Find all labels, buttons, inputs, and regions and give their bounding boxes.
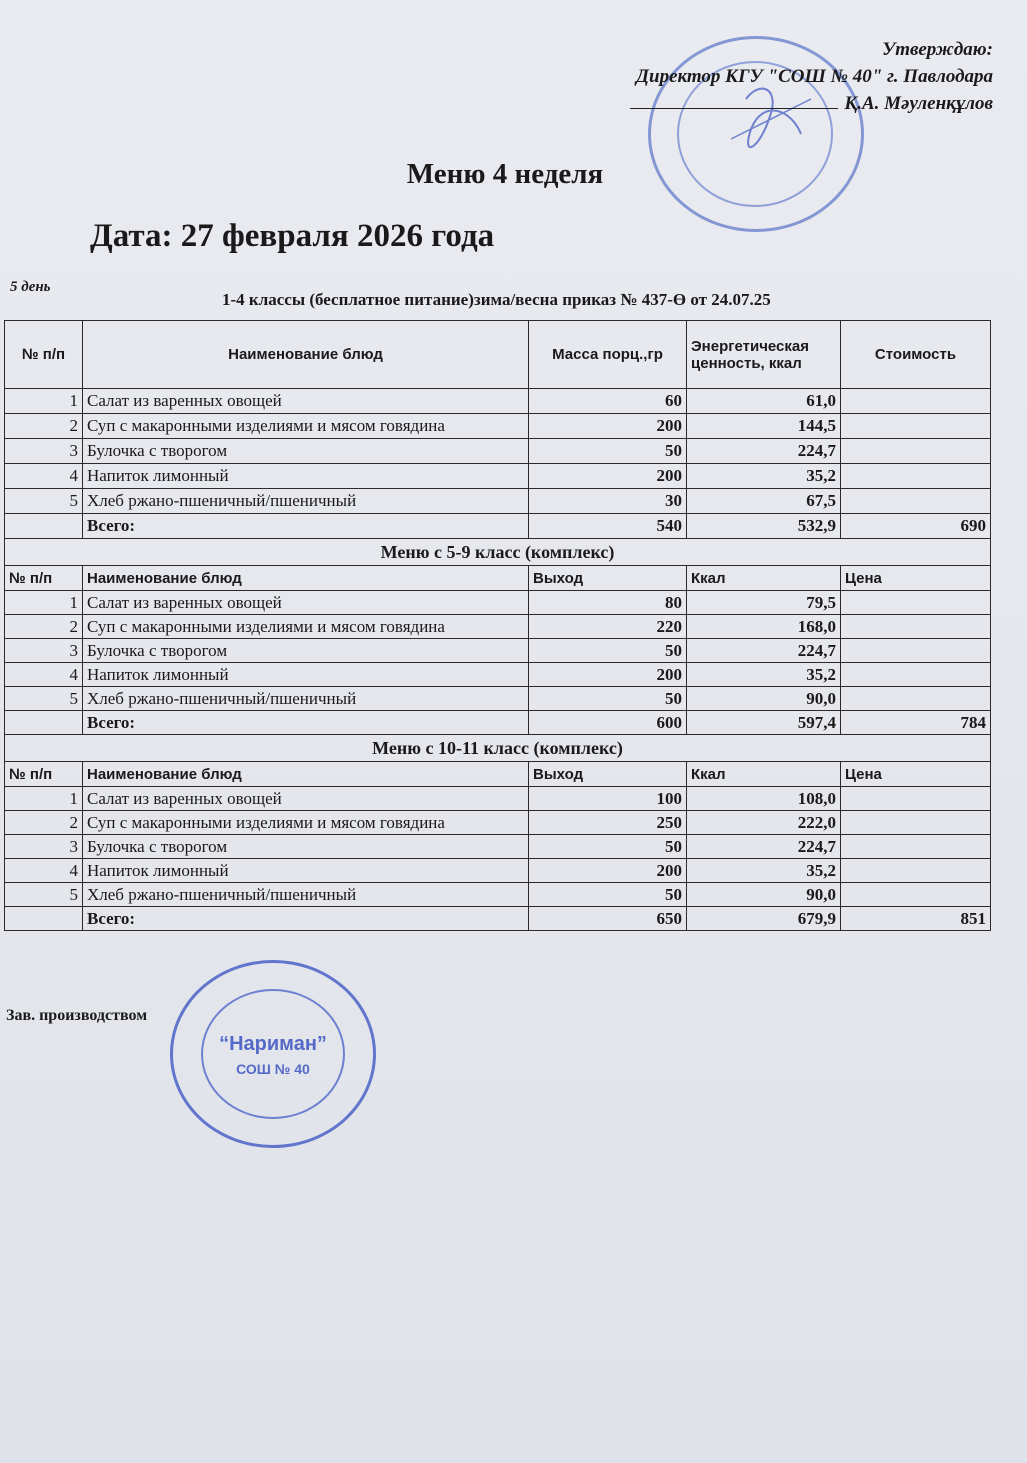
energy: 79,5 <box>687 591 841 615</box>
menu-table <box>4 320 991 931</box>
stamp-name: “Нариман” <box>219 1033 327 1055</box>
dish-name: Булочка с творогом <box>83 639 529 663</box>
section3-title: Меню с 10-11 класс (комплекс) <box>5 735 991 762</box>
row-number: 3 <box>5 439 83 464</box>
dish-name: Салат из варенных овощей <box>83 389 529 414</box>
row-number: 2 <box>5 414 83 439</box>
portion: 220 <box>529 615 687 639</box>
dish-name: Хлеб ржано-пшеничный/пшеничный <box>83 687 529 711</box>
portion: 50 <box>529 639 687 663</box>
energy: 90,0 <box>687 687 841 711</box>
price <box>841 663 991 687</box>
energy: 67,5 <box>687 489 841 514</box>
table-row <box>5 811 991 835</box>
signature-line <box>630 108 838 109</box>
table1-caption: 1-4 классы (бесплатное питание)зима/весна приказ № 437-Ө от 24.07.25 <box>222 290 771 309</box>
section2-title: Меню с 5-9 класс (комплекс) <box>5 539 991 566</box>
price <box>841 639 991 663</box>
price <box>841 687 991 711</box>
stamp-seal-bottom <box>170 960 376 1148</box>
portion: 50 <box>529 439 687 464</box>
portion: 200 <box>529 414 687 439</box>
col-header-energy: Энергетическая ценность, ккал <box>687 321 841 389</box>
dish-name: Суп с макаронными изделиями и мясом говядина <box>83 615 529 639</box>
table-row <box>5 615 991 639</box>
row-number: 5 <box>5 489 83 514</box>
dish-name: Напиток лимонный <box>83 464 529 489</box>
table-row <box>5 883 991 907</box>
price <box>841 414 991 439</box>
energy: 108,0 <box>687 787 841 811</box>
energy: 90,0 <box>687 883 841 907</box>
portion: 60 <box>529 389 687 414</box>
section2-header-row: № п/п Наименование блюд Выход Ккал Цена <box>5 566 991 591</box>
row-number: 5 <box>5 687 83 711</box>
table-row <box>5 389 991 414</box>
price <box>841 439 991 464</box>
day-note: 5 день <box>10 279 51 295</box>
signatory-name: Қ.А. Мәуленқұлов <box>844 93 993 114</box>
energy: 144,5 <box>687 414 841 439</box>
portion: 200 <box>529 859 687 883</box>
dish-name: Салат из варенных овощей <box>83 591 529 615</box>
table-row <box>5 835 991 859</box>
total-energy: 532,9 <box>687 514 841 539</box>
energy: 168,0 <box>687 615 841 639</box>
price <box>841 811 991 835</box>
table1-total-row <box>5 514 991 539</box>
dish-name: Булочка с творогом <box>83 439 529 464</box>
stamp-school: СОШ № 40 <box>236 1061 310 1077</box>
energy: 224,7 <box>687 439 841 464</box>
row-number: 4 <box>5 663 83 687</box>
dish-name: Напиток лимонный <box>83 663 529 687</box>
price <box>841 883 991 907</box>
row-number: 4 <box>5 464 83 489</box>
approval-position: Директор КГУ "СОШ № 40" г. Павлодара <box>636 66 993 87</box>
section2-total-row: Всего: 600 597,4 784 <box>5 711 991 735</box>
price <box>841 464 991 489</box>
energy: 35,2 <box>687 859 841 883</box>
table-row <box>5 663 991 687</box>
price <box>841 389 991 414</box>
table-row <box>5 859 991 883</box>
price <box>841 859 991 883</box>
total-cost: 690 <box>841 514 991 539</box>
section3-header-row: № п/п Наименование блюд Выход Ккал Цена <box>5 762 991 787</box>
table-row <box>5 439 991 464</box>
approval-heading: Утверждаю: <box>882 39 993 60</box>
portion: 100 <box>529 787 687 811</box>
price <box>841 787 991 811</box>
row-number: 2 <box>5 615 83 639</box>
approval-signatory <box>630 90 993 117</box>
menu-date: Дата: 27 февраля 2026 года <box>90 218 495 254</box>
dish-name: Хлеб ржано-пшеничный/пшеничный <box>83 489 529 514</box>
table-row <box>5 464 991 489</box>
row-number: 5 <box>5 883 83 907</box>
dish-name: Суп с макаронными изделиями и мясом говядина <box>83 811 529 835</box>
energy: 224,7 <box>687 835 841 859</box>
dish-name: Напиток лимонный <box>83 859 529 883</box>
total-label: Всего: <box>83 514 529 539</box>
table-row <box>5 489 991 514</box>
table-row <box>5 591 991 615</box>
dish-name: Булочка с творогом <box>83 835 529 859</box>
table-row <box>5 414 991 439</box>
portion: 50 <box>529 835 687 859</box>
col-header-cost: Стоимость <box>841 321 991 389</box>
portion: 200 <box>529 663 687 687</box>
price <box>841 591 991 615</box>
energy: 35,2 <box>687 663 841 687</box>
signature-label: Зав. производством <box>6 1007 148 1024</box>
row-number: 3 <box>5 639 83 663</box>
section2-title-row <box>5 539 991 566</box>
row-number: 4 <box>5 859 83 883</box>
row-number: 1 <box>5 389 83 414</box>
page-title: Меню 4 неделя <box>406 158 604 190</box>
price <box>841 835 991 859</box>
portion: 50 <box>529 687 687 711</box>
energy: 222,0 <box>687 811 841 835</box>
energy: 61,0 <box>687 389 841 414</box>
col-header-mass: Масса порц.,гр <box>529 321 687 389</box>
row-number: 2 <box>5 811 83 835</box>
dish-name: Суп с макаронными изделиями и мясом говядина <box>83 414 529 439</box>
energy: 35,2 <box>687 464 841 489</box>
portion: 50 <box>529 883 687 907</box>
price <box>841 615 991 639</box>
portion: 30 <box>529 489 687 514</box>
dish-name: Хлеб ржано-пшеничный/пшеничный <box>83 883 529 907</box>
energy: 224,7 <box>687 639 841 663</box>
dish-name: Салат из варенных овощей <box>83 787 529 811</box>
row-number: 3 <box>5 835 83 859</box>
section3-title-row <box>5 735 991 762</box>
table-row <box>5 639 991 663</box>
table1-header-row <box>5 321 991 389</box>
portion: 250 <box>529 811 687 835</box>
price <box>841 489 991 514</box>
col-header-dish: Наименование блюд <box>83 321 529 389</box>
approval-block <box>630 36 993 117</box>
row-number: 1 <box>5 787 83 811</box>
section3-total-row: Всего: 650 679,9 851 <box>5 907 991 931</box>
total-mass: 540 <box>529 514 687 539</box>
portion: 80 <box>529 591 687 615</box>
table-row <box>5 787 991 811</box>
portion: 200 <box>529 464 687 489</box>
table-row <box>5 687 991 711</box>
row-number: 1 <box>5 591 83 615</box>
col-header-number: № п/п <box>5 321 83 389</box>
